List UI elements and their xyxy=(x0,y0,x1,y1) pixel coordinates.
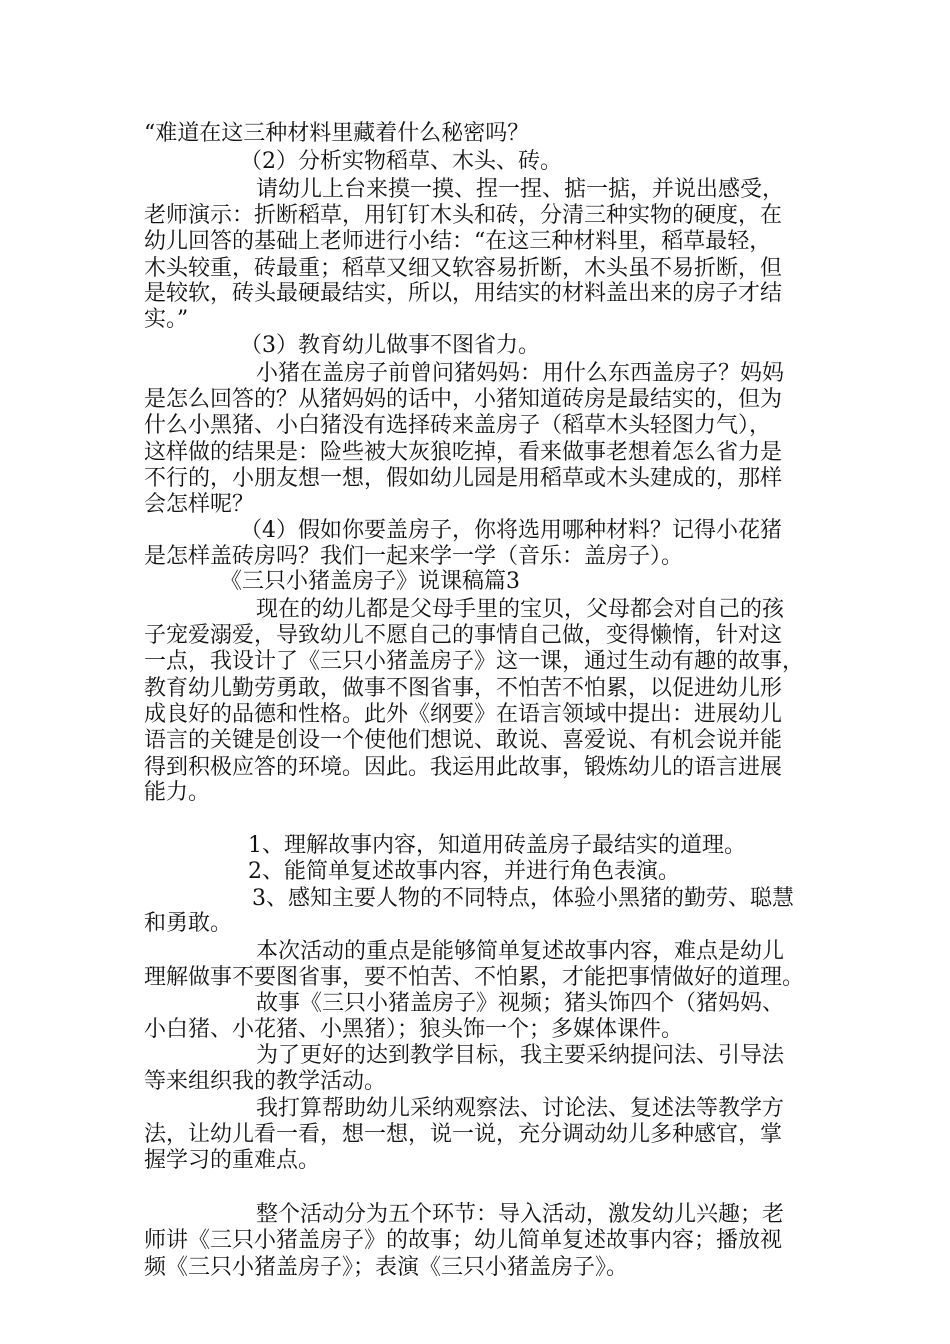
text-line: 整个活动分为五个环节：导入活动，激发幼儿兴趣；老 xyxy=(256,1202,785,1227)
text-line: 是怎么回答的？从猪妈妈的话中，小猪知道砖房是最结实的，但为 xyxy=(144,387,783,412)
goal-item: 2、能简单复述故事内容，并进行角色表演。 xyxy=(248,859,680,884)
text-line: 故事《三只小猪盖房子》视频；猪头饰四个（猪妈妈、 xyxy=(256,991,785,1016)
text-line: “难道在这三种材料里藏着什么秘密吗？ xyxy=(144,121,530,146)
text-line: 等来组织我的教学活动。 xyxy=(144,1069,387,1094)
text-line: 本次活动的重点是能够简单复述故事内容，难点是幼儿 xyxy=(256,939,785,964)
text-line: 是较软，砖头最硬最结实，所以，用结实的材料盖出来的房子才结 xyxy=(144,281,783,306)
text-line: （3）教育幼儿做事不图省力。 xyxy=(240,333,540,358)
text-line: （2）分析实物稻草、木头、砖。 xyxy=(240,149,562,174)
text-line: 能力。 xyxy=(144,780,211,805)
text-line: 一点，我设计了《三只小猪盖房子》这一课，通过生动有趣的故事， xyxy=(144,649,805,674)
text-line: 法，让幼儿看一看，想一想，说一说，充分调动幼儿多种感官，掌 xyxy=(144,1122,783,1147)
text-line: 子宠爱溺爱，导致幼儿不愿自己的事情自己做，变得懒惰，针对这 xyxy=(144,623,783,648)
goal-item: 3、感知主要人物的不同特点，体验小黑猪的勤劳、聪慧 xyxy=(252,886,794,911)
text-line: 得到积极应答的环境。因此。我运用此故事，锻炼幼儿的语言进展 xyxy=(144,755,783,780)
text-line: 小猪在盖房子前曾问猪妈妈：用什么东西盖房子？妈妈 xyxy=(256,361,785,386)
text-line: 理解做事不要图省事，要不怕苦、不怕累，才能把事情做好的道理。 xyxy=(144,965,805,990)
text-line: 这样做的结果是：险些被大灰狼吃掉，看来做事老想着怎么省力是 xyxy=(144,440,783,465)
goal-item: 1、理解故事内容，知道用砖盖房子最结实的道理。 xyxy=(248,833,746,858)
text-line: 实。” xyxy=(144,307,189,332)
text-line: 握学习的重难点。 xyxy=(144,1148,321,1173)
text-line: 会怎样呢？ xyxy=(144,492,255,517)
text-line: 语言的关键是创设一个使他们想说、敢说、喜爱说、有机会说并能 xyxy=(144,728,783,753)
text-line: （4）假如你要盖房子，你将选用哪种材料？记得小花猪 xyxy=(240,518,782,543)
text-line: 教育幼儿勤劳勇敢，做事不图省事，不怕苦不怕累，以促进幼儿形 xyxy=(144,676,783,701)
text-line: 不行的，小朋友想一想，假如幼儿园是用稻草或木头建成的，那样 xyxy=(144,466,783,491)
text-line: 幼儿回答的基础上老师进行小结：“在这三种材料里，稻草最轻， xyxy=(144,229,772,254)
text-line: 什么小黑猪、小白猪没有选择砖来盖房子（稻草木头轻图力气）， xyxy=(144,413,772,438)
section-heading: 《三只小猪盖房子》说课稿篇3 xyxy=(220,569,520,594)
text-line: 和勇敢。 xyxy=(144,911,233,936)
text-line: 为了更好的达到教学目标，我主要采纳提问法、引导法 xyxy=(256,1043,785,1068)
text-line: 成良好的品德和性格。此外《纲要》在语言领域中提出：进展幼儿 xyxy=(144,702,783,727)
text-line: 请幼儿上台来摸一摸、捏一捏、掂一掂，并说出感受， xyxy=(256,177,785,202)
text-line: 老师演示：折断稻草，用钉钉木头和砖，分清三种实物的硬度，在 xyxy=(144,203,783,228)
text-line: 我打算帮助幼儿采纳观察法、讨论法、复述法等教学方 xyxy=(256,1096,785,1121)
text-line: 频《三只小猪盖房子》；表演《三只小猪盖房子》。 xyxy=(144,1255,629,1280)
text-line: 木头较重，砖最重；稻草又细又软容易折断，木头虽不易折断，但 xyxy=(144,256,783,281)
text-line: 小白猪、小花猪、小黑猪）；狼头饰一个；多媒体课件。 xyxy=(144,1017,684,1042)
text-line: 现在的幼儿都是父母手里的宝贝，父母都会对自己的孩 xyxy=(256,597,785,622)
text-line: 是怎样盖砖房吗？我们一起来学一学（音乐：盖房子）。 xyxy=(144,544,684,569)
text-line: 师讲《三只小猪盖房子》的故事；幼儿简单复述故事内容；播放视 xyxy=(144,1228,783,1253)
